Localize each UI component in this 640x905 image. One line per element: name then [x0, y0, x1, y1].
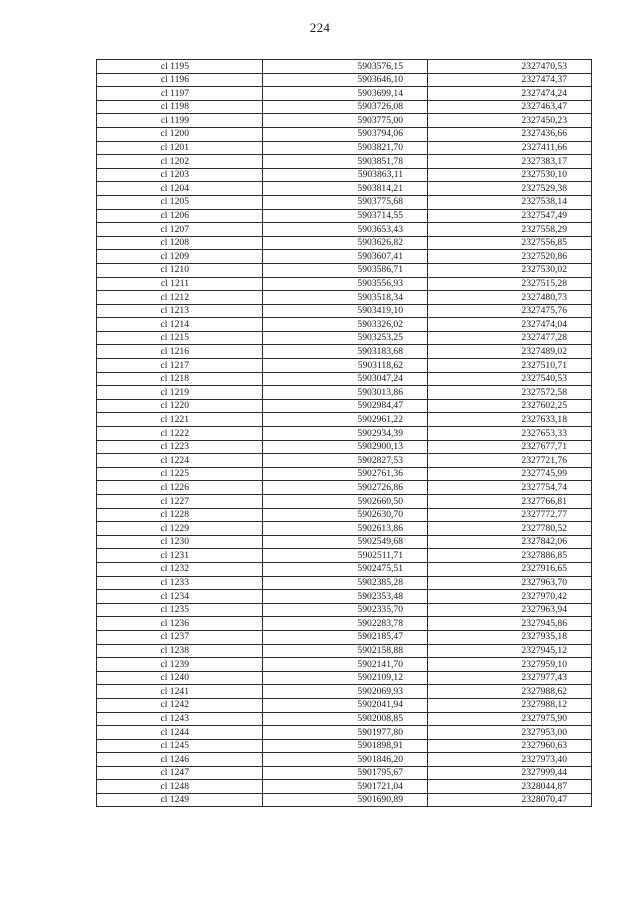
- y-coordinate-cell: 2327766,81: [428, 495, 592, 509]
- x-coordinate-cell: 5901977,80: [263, 726, 428, 740]
- y-coordinate-cell: 2327474,24: [428, 87, 592, 101]
- point-id-cell: cl 1233: [97, 576, 263, 590]
- table-row: [97, 318, 592, 332]
- y-coordinate-cell: 2327935,18: [428, 630, 592, 644]
- table-row: [97, 603, 592, 617]
- point-id-cell: cl 1218: [97, 372, 263, 386]
- y-coordinate-cell: 2327480,73: [428, 291, 592, 305]
- point-id-cell: cl 1243: [97, 712, 263, 726]
- point-id-cell: cl 1198: [97, 100, 263, 114]
- table-row: [97, 141, 592, 155]
- table-row: [97, 549, 592, 563]
- x-coordinate-cell: 5902335,70: [263, 603, 428, 617]
- point-id-cell: cl 1240: [97, 671, 263, 685]
- point-id-cell: cl 1246: [97, 753, 263, 767]
- point-id-cell: cl 1230: [97, 535, 263, 549]
- x-coordinate-cell: 5902549,68: [263, 535, 428, 549]
- table-row: [97, 753, 592, 767]
- y-coordinate-cell: 2327538,14: [428, 195, 592, 209]
- x-coordinate-cell: 5903326,02: [263, 318, 428, 332]
- x-coordinate-cell: 5902385,28: [263, 576, 428, 590]
- point-id-cell: cl 1216: [97, 345, 263, 359]
- y-coordinate-cell: 2327489,02: [428, 345, 592, 359]
- x-coordinate-cell: 5903775,68: [263, 195, 428, 209]
- point-id-cell: cl 1212: [97, 291, 263, 305]
- y-coordinate-cell: 2327529,38: [428, 182, 592, 196]
- point-id-cell: cl 1244: [97, 726, 263, 740]
- table-row: [97, 168, 592, 182]
- point-id-cell: cl 1204: [97, 182, 263, 196]
- table-row: [97, 372, 592, 386]
- x-coordinate-cell: 5903576,15: [263, 60, 428, 74]
- point-id-cell: cl 1203: [97, 168, 263, 182]
- x-coordinate-cell: 5902158,88: [263, 644, 428, 658]
- x-coordinate-cell: 5901846,20: [263, 753, 428, 767]
- point-id-cell: cl 1221: [97, 413, 263, 427]
- point-id-cell: cl 1241: [97, 685, 263, 699]
- table-row: [97, 481, 592, 495]
- table-row: [97, 399, 592, 413]
- x-coordinate-cell: 5903851,78: [263, 155, 428, 169]
- point-id-cell: cl 1239: [97, 658, 263, 672]
- point-id-cell: cl 1219: [97, 386, 263, 400]
- point-id-cell: cl 1238: [97, 644, 263, 658]
- x-coordinate-cell: 5902961,22: [263, 413, 428, 427]
- y-coordinate-cell: 2328070,47: [428, 794, 592, 807]
- table-row: [97, 427, 592, 441]
- y-coordinate-cell: 2327470,53: [428, 60, 592, 74]
- table-row: [97, 182, 592, 196]
- point-id-cell: cl 1248: [97, 780, 263, 794]
- table-row: [97, 345, 592, 359]
- y-coordinate-cell: 2327754,74: [428, 481, 592, 495]
- x-coordinate-cell: 5903518,34: [263, 291, 428, 305]
- point-id-cell: cl 1202: [97, 155, 263, 169]
- x-coordinate-cell: 5902630,70: [263, 508, 428, 522]
- table-row: [97, 87, 592, 101]
- y-coordinate-cell: 2327975,90: [428, 712, 592, 726]
- x-coordinate-cell: 5902984,47: [263, 399, 428, 413]
- x-coordinate-cell: 5901795,67: [263, 766, 428, 780]
- y-coordinate-cell: 2328044,87: [428, 780, 592, 794]
- table-row: [97, 522, 592, 536]
- y-coordinate-cell: 2327780,52: [428, 522, 592, 536]
- table-row: [97, 739, 592, 753]
- x-coordinate-cell: 5901721,04: [263, 780, 428, 794]
- y-coordinate-cell: 2327960,63: [428, 739, 592, 753]
- x-coordinate-cell: 5902660,50: [263, 495, 428, 509]
- point-id-cell: cl 1235: [97, 603, 263, 617]
- point-id-cell: cl 1197: [97, 87, 263, 101]
- x-coordinate-cell: 5903653,43: [263, 223, 428, 237]
- y-coordinate-cell: 2327999,44: [428, 766, 592, 780]
- point-id-cell: cl 1215: [97, 331, 263, 345]
- x-coordinate-cell: 5902900,13: [263, 440, 428, 454]
- table-row: [97, 576, 592, 590]
- y-coordinate-cell: 2327772,77: [428, 508, 592, 522]
- y-coordinate-cell: 2327842,06: [428, 535, 592, 549]
- point-id-cell: cl 1217: [97, 359, 263, 373]
- y-coordinate-cell: 2327477,28: [428, 331, 592, 345]
- y-coordinate-cell: 2327450,23: [428, 114, 592, 128]
- table-row: [97, 712, 592, 726]
- point-id-cell: cl 1237: [97, 630, 263, 644]
- x-coordinate-cell: 5903607,41: [263, 250, 428, 264]
- y-coordinate-cell: 2327963,94: [428, 603, 592, 617]
- table-row: [97, 291, 592, 305]
- y-coordinate-cell: 2327970,42: [428, 590, 592, 604]
- point-id-cell: cl 1209: [97, 250, 263, 264]
- x-coordinate-cell: 5902934,39: [263, 427, 428, 441]
- y-coordinate-cell: 2327411,66: [428, 141, 592, 155]
- point-id-cell: cl 1225: [97, 467, 263, 481]
- table-row: [97, 100, 592, 114]
- table-row: [97, 726, 592, 740]
- y-coordinate-cell: 2327436,66: [428, 127, 592, 141]
- x-coordinate-cell: 5903047,24: [263, 372, 428, 386]
- table-row: [97, 223, 592, 237]
- x-coordinate-cell: 5902041,94: [263, 698, 428, 712]
- table-row: [97, 73, 592, 87]
- point-id-cell: cl 1249: [97, 794, 263, 807]
- table-row: [97, 630, 592, 644]
- x-coordinate-cell: 5903013,86: [263, 386, 428, 400]
- table-row: [97, 127, 592, 141]
- point-id-cell: cl 1213: [97, 304, 263, 318]
- x-coordinate-cell: 5903699,14: [263, 87, 428, 101]
- point-id-cell: cl 1208: [97, 236, 263, 250]
- x-coordinate-cell: 5902726,86: [263, 481, 428, 495]
- table-row: [97, 562, 592, 576]
- x-coordinate-cell: 5903775,00: [263, 114, 428, 128]
- y-coordinate-cell: 2327721,76: [428, 454, 592, 468]
- table-row: [97, 277, 592, 291]
- table-row: [97, 766, 592, 780]
- table-row: [97, 60, 592, 74]
- point-id-cell: cl 1223: [97, 440, 263, 454]
- x-coordinate-cell: 5902109,12: [263, 671, 428, 685]
- table-row: [97, 508, 592, 522]
- x-coordinate-cell: 5903863,11: [263, 168, 428, 182]
- point-id-cell: cl 1227: [97, 495, 263, 509]
- table-row: [97, 440, 592, 454]
- y-coordinate-cell: 2327963,70: [428, 576, 592, 590]
- point-id-cell: cl 1220: [97, 399, 263, 413]
- x-coordinate-cell: 5902283,78: [263, 617, 428, 631]
- page-number: 224: [309, 20, 331, 35]
- y-coordinate-cell: 2327572,58: [428, 386, 592, 400]
- x-coordinate-cell: 5903118,62: [263, 359, 428, 373]
- table-row: [97, 454, 592, 468]
- point-id-cell: cl 1245: [97, 739, 263, 753]
- point-id-cell: cl 1242: [97, 698, 263, 712]
- y-coordinate-cell: 2327520,86: [428, 250, 592, 264]
- y-coordinate-cell: 2327945,86: [428, 617, 592, 631]
- x-coordinate-cell: 5903586,71: [263, 263, 428, 277]
- point-id-cell: cl 1247: [97, 766, 263, 780]
- x-coordinate-cell: 5903183,68: [263, 345, 428, 359]
- point-id-cell: cl 1224: [97, 454, 263, 468]
- x-coordinate-cell: 5902069,93: [263, 685, 428, 699]
- point-id-cell: cl 1226: [97, 481, 263, 495]
- table-row: [97, 359, 592, 373]
- y-coordinate-cell: 2327474,37: [428, 73, 592, 87]
- table-row: [97, 209, 592, 223]
- table-row: [97, 658, 592, 672]
- x-coordinate-cell: 5903814,21: [263, 182, 428, 196]
- point-id-cell: cl 1195: [97, 60, 263, 74]
- table-row: [97, 685, 592, 699]
- point-id-cell: cl 1234: [97, 590, 263, 604]
- point-id-cell: cl 1201: [97, 141, 263, 155]
- table-row: [97, 617, 592, 631]
- x-coordinate-cell: 5903253,25: [263, 331, 428, 345]
- x-coordinate-cell: 5903419,10: [263, 304, 428, 318]
- point-id-cell: cl 1210: [97, 263, 263, 277]
- point-id-cell: cl 1196: [97, 73, 263, 87]
- table-row: [97, 155, 592, 169]
- x-coordinate-cell: 5902008,85: [263, 712, 428, 726]
- y-coordinate-cell: 2327886,85: [428, 549, 592, 563]
- x-coordinate-cell: 5902827,53: [263, 454, 428, 468]
- x-coordinate-cell: 5902761,36: [263, 467, 428, 481]
- y-coordinate-cell: 2327633,18: [428, 413, 592, 427]
- table-row: [97, 386, 592, 400]
- y-coordinate-cell: 2327515,28: [428, 277, 592, 291]
- point-id-cell: cl 1206: [97, 209, 263, 223]
- x-coordinate-cell: 5901690,89: [263, 794, 428, 807]
- y-coordinate-cell: 2327988,12: [428, 698, 592, 712]
- x-coordinate-cell: 5903821,70: [263, 141, 428, 155]
- point-id-cell: cl 1199: [97, 114, 263, 128]
- table-row: [97, 794, 592, 807]
- point-id-cell: cl 1232: [97, 562, 263, 576]
- y-coordinate-cell: 2327547,49: [428, 209, 592, 223]
- x-coordinate-cell: 5902511,71: [263, 549, 428, 563]
- point-id-cell: cl 1207: [97, 223, 263, 237]
- y-coordinate-cell: 2327558,29: [428, 223, 592, 237]
- y-coordinate-cell: 2327745,99: [428, 467, 592, 481]
- x-coordinate-cell: 5903726,08: [263, 100, 428, 114]
- x-coordinate-cell: 5902353,48: [263, 590, 428, 604]
- x-coordinate-cell: 5901898,91: [263, 739, 428, 753]
- y-coordinate-cell: 2327383,17: [428, 155, 592, 169]
- y-coordinate-cell: 2327945,12: [428, 644, 592, 658]
- point-id-cell: cl 1231: [97, 549, 263, 563]
- x-coordinate-cell: 5903556,93: [263, 277, 428, 291]
- point-id-cell: cl 1229: [97, 522, 263, 536]
- x-coordinate-cell: 5902613,86: [263, 522, 428, 536]
- y-coordinate-cell: 2327653,33: [428, 427, 592, 441]
- y-coordinate-cell: 2327475,76: [428, 304, 592, 318]
- table-row: [97, 331, 592, 345]
- point-id-cell: cl 1222: [97, 427, 263, 441]
- table-row: [97, 535, 592, 549]
- coordinates-table-body: [97, 60, 592, 807]
- x-coordinate-cell: 5903646,10: [263, 73, 428, 87]
- table-row: [97, 263, 592, 277]
- x-coordinate-cell: 5902475,51: [263, 562, 428, 576]
- table-row: [97, 467, 592, 481]
- x-coordinate-cell: 5902141,70: [263, 658, 428, 672]
- table-row: [97, 195, 592, 209]
- y-coordinate-cell: 2327510,71: [428, 359, 592, 373]
- point-id-cell: cl 1236: [97, 617, 263, 631]
- y-coordinate-cell: 2327530,10: [428, 168, 592, 182]
- table-row: [97, 250, 592, 264]
- table-row: [97, 780, 592, 794]
- y-coordinate-cell: 2327463,47: [428, 100, 592, 114]
- y-coordinate-cell: 2327474,04: [428, 318, 592, 332]
- table-row: [97, 644, 592, 658]
- x-coordinate-cell: 5903794,06: [263, 127, 428, 141]
- y-coordinate-cell: 2327540,53: [428, 372, 592, 386]
- point-id-cell: cl 1228: [97, 508, 263, 522]
- y-coordinate-cell: 2327556,85: [428, 236, 592, 250]
- y-coordinate-cell: 2327677,71: [428, 440, 592, 454]
- point-id-cell: cl 1214: [97, 318, 263, 332]
- table-row: [97, 413, 592, 427]
- y-coordinate-cell: 2327988,62: [428, 685, 592, 699]
- x-coordinate-cell: 5903714,55: [263, 209, 428, 223]
- y-coordinate-cell: 2327916,65: [428, 562, 592, 576]
- y-coordinate-cell: 2327973,40: [428, 753, 592, 767]
- table-row: [97, 698, 592, 712]
- point-id-cell: cl 1200: [97, 127, 263, 141]
- table-row: [97, 304, 592, 318]
- x-coordinate-cell: 5903626,82: [263, 236, 428, 250]
- table-row: [97, 590, 592, 604]
- x-coordinate-cell: 5902185,47: [263, 630, 428, 644]
- table-row: [97, 495, 592, 509]
- point-id-cell: cl 1205: [97, 195, 263, 209]
- y-coordinate-cell: 2327953,00: [428, 726, 592, 740]
- y-coordinate-cell: 2327530,02: [428, 263, 592, 277]
- y-coordinate-cell: 2327959,10: [428, 658, 592, 672]
- y-coordinate-cell: 2327977,43: [428, 671, 592, 685]
- table-row: [97, 236, 592, 250]
- point-id-cell: cl 1211: [97, 277, 263, 291]
- coordinates-table: [96, 59, 592, 807]
- table-row: [97, 114, 592, 128]
- y-coordinate-cell: 2327602,25: [428, 399, 592, 413]
- table-row: [97, 671, 592, 685]
